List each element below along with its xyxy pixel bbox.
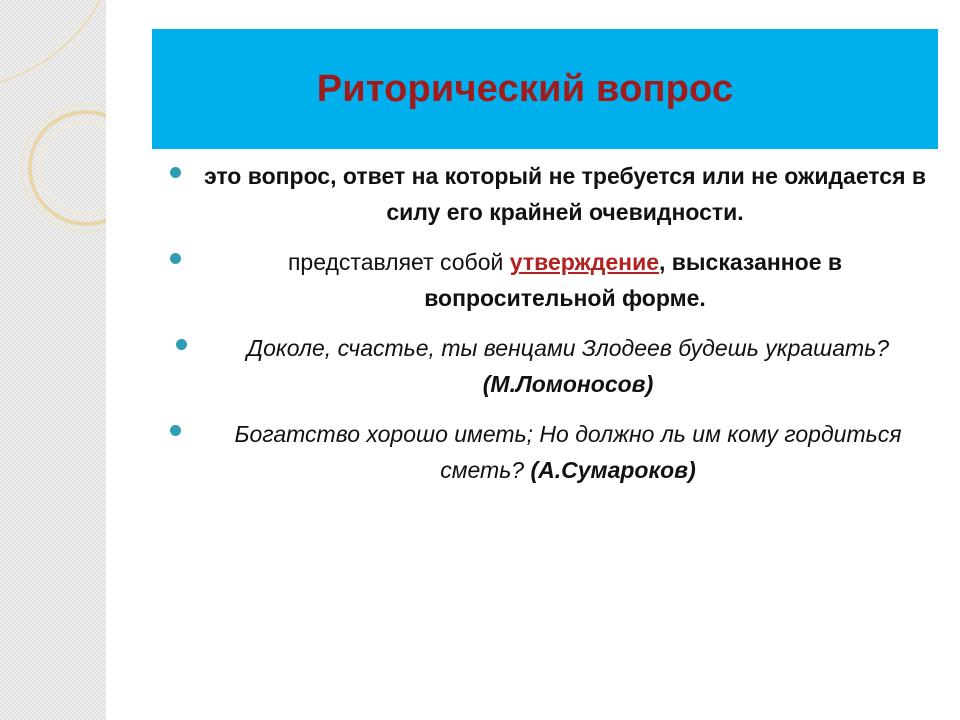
bullet-text: это вопрос, ответ на который не требуется или не ожидается в силу его крайней очевидности.: [203, 163, 927, 225]
bullet-dot-icon: [176, 339, 187, 350]
bullet-dot-icon: [170, 253, 181, 264]
bullet-definition: [160, 158, 940, 230]
decorative-rings-icon: [0, 0, 106, 720]
quote-text: Доколе, счастье, ты венцами Злодеев будешь украшать?: [246, 335, 890, 361]
bullet-dot-icon: [170, 425, 181, 436]
slide-title: Риторический вопрос: [316, 67, 734, 110]
quote-author: (М.Ломоносов): [482, 371, 654, 397]
quote-text: Богатство хорошо иметь; Но должно ль им кому гордиться сметь?: [234, 421, 902, 483]
bullet-quote-lomonosov: [160, 330, 940, 402]
bullet-dot-icon: [170, 167, 181, 178]
bullet-prefix: представляет собой: [287, 249, 510, 275]
decorative-side-strip: [0, 0, 106, 720]
quote-author: (А.Сумароков): [530, 457, 696, 483]
bullet-suffix: , высказанное в вопросительной форме.: [424, 249, 843, 311]
title-bar: [152, 29, 938, 149]
bullet-quote-sumarokov: [160, 416, 940, 488]
bullet-statement: [160, 244, 940, 316]
bullet-accent-word: утверждение: [509, 249, 659, 275]
bullet-list: [160, 158, 940, 502]
